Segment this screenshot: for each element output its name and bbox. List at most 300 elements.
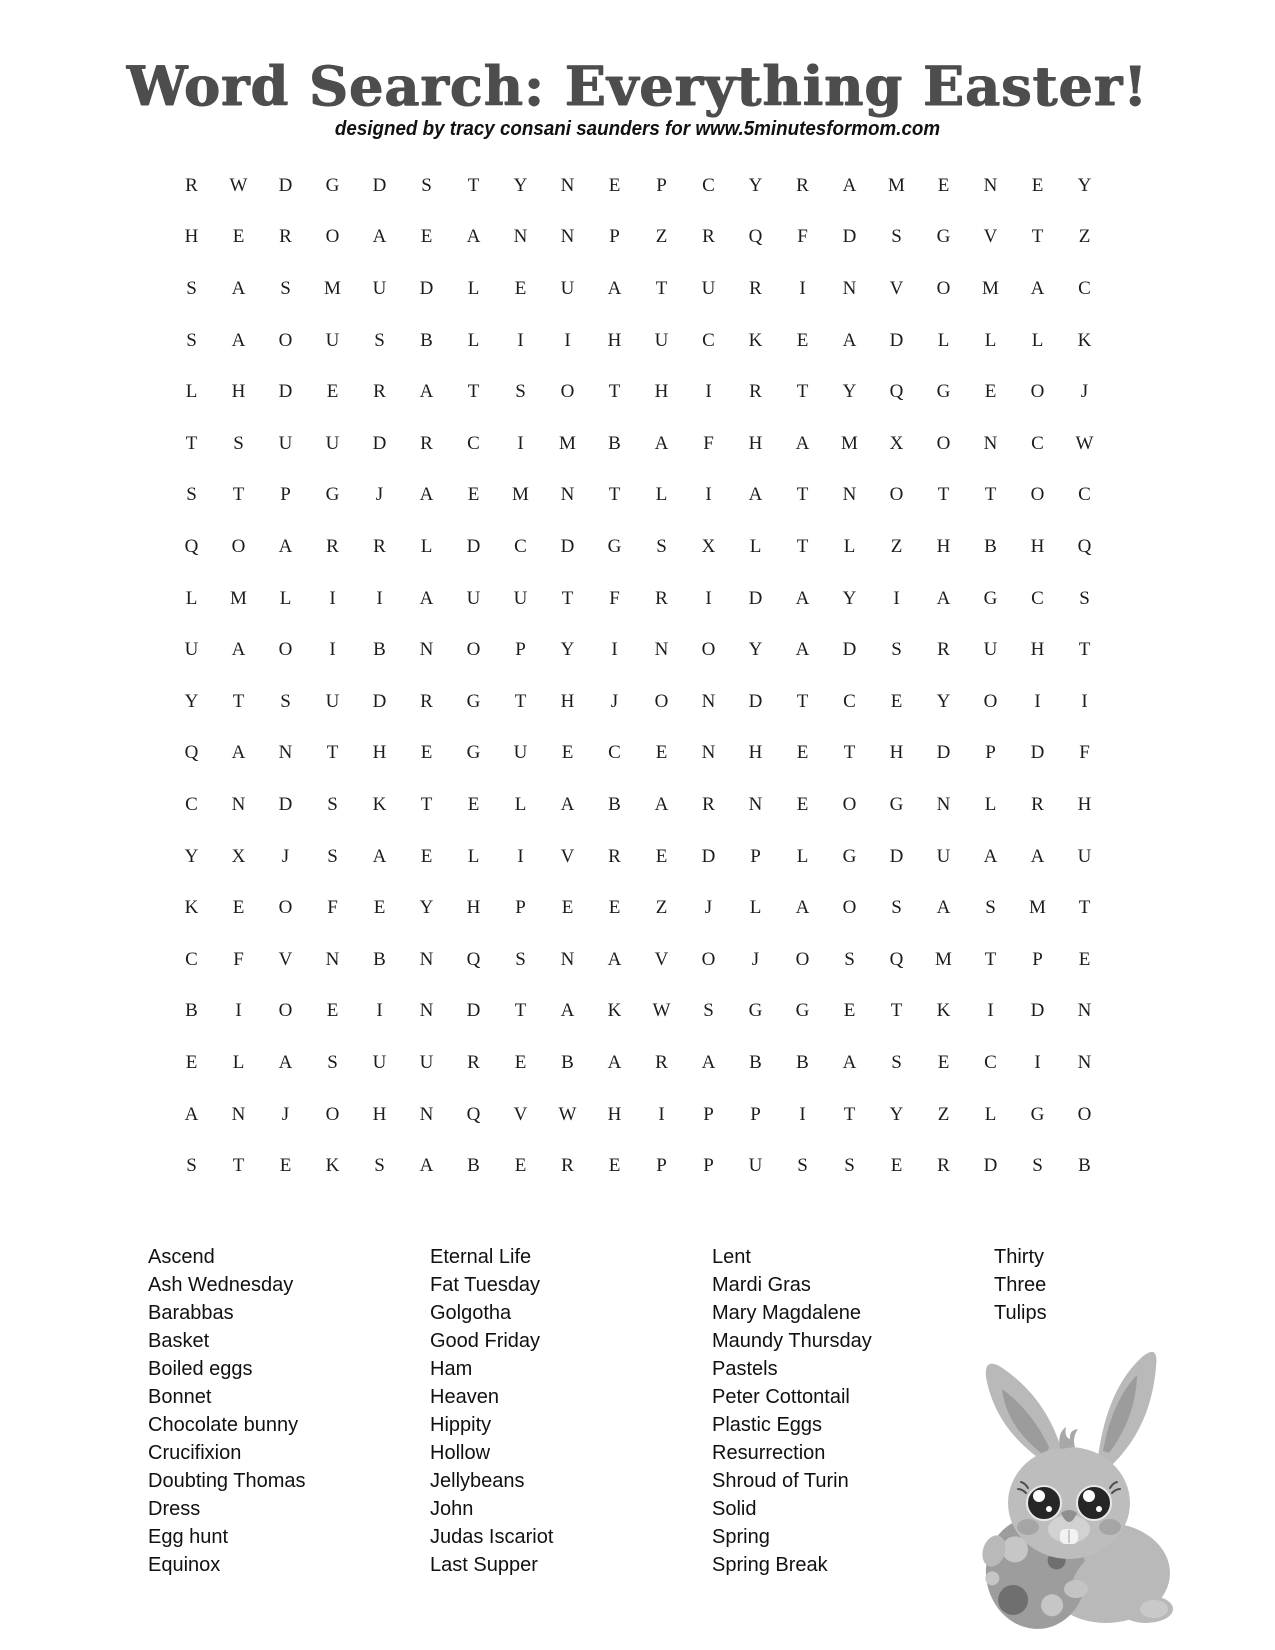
grid-letter: W bbox=[652, 1000, 671, 1022]
grid-letter: J bbox=[704, 897, 713, 919]
grid-letter: E bbox=[373, 897, 386, 919]
grid-letter: E bbox=[655, 742, 668, 764]
word-list-item: Three bbox=[994, 1274, 1047, 1296]
grid-letter: B bbox=[608, 432, 621, 454]
grid-letter: L bbox=[467, 845, 480, 867]
word-search-grid bbox=[168, 160, 1108, 1192]
grid-letter: J bbox=[281, 845, 290, 867]
grid-letter: G bbox=[795, 1000, 810, 1022]
grid-letter: R bbox=[937, 639, 950, 661]
grid-letter: E bbox=[514, 277, 527, 299]
grid-letter: F bbox=[233, 948, 244, 970]
grid-letter: A bbox=[654, 432, 669, 454]
grid-letter: Z bbox=[1078, 226, 1091, 248]
grid-letter: C bbox=[185, 948, 198, 970]
grid-letter: Q bbox=[889, 381, 904, 403]
word-list-item: Plastic Eggs bbox=[712, 1414, 823, 1436]
grid-letter: C bbox=[1031, 432, 1044, 454]
grid-letter: H bbox=[560, 690, 575, 712]
grid-letter: M bbox=[230, 587, 247, 609]
grid-letter: G bbox=[466, 690, 481, 712]
grid-letter: V bbox=[278, 948, 293, 970]
grid-letter: T bbox=[608, 484, 621, 506]
grid-letter: U bbox=[278, 432, 293, 454]
grid-letter: T bbox=[796, 484, 809, 506]
grid-letter: H bbox=[1030, 535, 1045, 557]
grid-letter: B bbox=[561, 1051, 574, 1073]
grid-letter: L bbox=[232, 1051, 245, 1073]
grid-letter: R bbox=[1031, 793, 1044, 815]
grid-letter: S bbox=[844, 1155, 855, 1177]
grid-letter: A bbox=[419, 484, 434, 506]
grid-letter: M bbox=[982, 277, 999, 299]
grid-letter: R bbox=[749, 381, 762, 403]
grid-letter: W bbox=[1075, 432, 1094, 454]
word-list-item: Eternal Life bbox=[430, 1246, 532, 1268]
word-list-item: Doubting Thomas bbox=[148, 1470, 306, 1492]
grid-letter: S bbox=[186, 329, 197, 351]
grid-letter: R bbox=[420, 690, 433, 712]
grid-letter: N bbox=[560, 484, 575, 506]
grid-letter: R bbox=[420, 432, 433, 454]
grid-letter: J bbox=[610, 690, 619, 712]
grid-letter: A bbox=[1030, 277, 1045, 299]
word-list-item: Crucifixion bbox=[148, 1442, 242, 1464]
grid-letter: U bbox=[654, 329, 669, 351]
grid-letter: B bbox=[467, 1155, 480, 1177]
grid-letter: A bbox=[795, 432, 810, 454]
grid-letter: L bbox=[185, 587, 198, 609]
grid-letter: I bbox=[1034, 1051, 1041, 1073]
grid-letter: A bbox=[231, 742, 246, 764]
grid-letter: R bbox=[749, 277, 762, 299]
grid-letter: Q bbox=[1077, 535, 1092, 557]
grid-letter: I bbox=[235, 1000, 242, 1022]
page-title: Word Search: Everything Easter! bbox=[126, 54, 1149, 118]
grid-letter: J bbox=[281, 1103, 290, 1125]
grid-letter: O bbox=[278, 639, 293, 661]
grid-letter: O bbox=[1077, 1103, 1092, 1125]
grid-letter: S bbox=[233, 432, 244, 454]
grid-letter: O bbox=[560, 381, 575, 403]
grid-letter: R bbox=[185, 174, 198, 196]
word-list-item: Barabbas bbox=[148, 1302, 234, 1324]
grid-letter: U bbox=[748, 1155, 763, 1177]
grid-letter: G bbox=[1030, 1103, 1045, 1125]
grid-letter: S bbox=[985, 897, 996, 919]
grid-letter: D bbox=[1030, 742, 1045, 764]
grid-letter: Y bbox=[748, 174, 763, 196]
grid-letter: T bbox=[608, 381, 621, 403]
grid-letter: P bbox=[515, 639, 526, 661]
grid-letter: A bbox=[560, 793, 575, 815]
grid-letter: S bbox=[280, 277, 291, 299]
word-list-item: Jellybeans bbox=[430, 1470, 525, 1492]
grid-letter: R bbox=[796, 174, 809, 196]
word-list-column bbox=[148, 1243, 430, 1579]
word-list-item: Resurrection bbox=[712, 1442, 826, 1464]
grid-letter: N bbox=[748, 793, 763, 815]
grid-letter: H bbox=[372, 742, 387, 764]
grid-letter: X bbox=[231, 845, 246, 867]
grid-letter: T bbox=[514, 1000, 527, 1022]
grid-letter: A bbox=[231, 329, 246, 351]
grid-letter: N bbox=[701, 690, 716, 712]
grid-letter: P bbox=[985, 742, 996, 764]
grid-letter: S bbox=[515, 381, 526, 403]
grid-letter: A bbox=[983, 845, 998, 867]
word-list-item: Good Friday bbox=[430, 1330, 541, 1352]
grid-letter: Y bbox=[184, 845, 199, 867]
grid-letter: I bbox=[705, 381, 712, 403]
grid-letter: O bbox=[842, 897, 857, 919]
grid-letter: O bbox=[795, 948, 810, 970]
grid-letter: O bbox=[231, 535, 246, 557]
worksheet-header bbox=[0, 54, 1275, 141]
grid-letter: O bbox=[701, 948, 716, 970]
grid-letter: U bbox=[325, 432, 340, 454]
grid-letter: Y bbox=[419, 897, 434, 919]
grid-letter: N bbox=[842, 484, 857, 506]
grid-letter: E bbox=[843, 1000, 856, 1022]
grid-letter: S bbox=[703, 1000, 714, 1022]
grid-letter: M bbox=[841, 432, 858, 454]
grid-letter: A bbox=[654, 793, 669, 815]
word-list-item: Lent bbox=[712, 1246, 751, 1268]
grid-letter: U bbox=[513, 587, 528, 609]
grid-letter: C bbox=[514, 535, 527, 557]
grid-letter: H bbox=[372, 1103, 387, 1125]
grid-letter: I bbox=[893, 587, 900, 609]
grid-letter: D bbox=[372, 174, 387, 196]
grid-letter: L bbox=[514, 793, 527, 815]
grid-letter: S bbox=[186, 1155, 197, 1177]
grid-letter: G bbox=[607, 535, 622, 557]
grid-letter: S bbox=[327, 793, 338, 815]
grid-letter: H bbox=[748, 432, 763, 454]
grid-letter: D bbox=[983, 1155, 998, 1177]
grid-letter: G bbox=[889, 793, 904, 815]
grid-letter: O bbox=[983, 690, 998, 712]
grid-letter: S bbox=[327, 1051, 338, 1073]
grid-letter: K bbox=[607, 1000, 622, 1022]
grid-letter: E bbox=[420, 845, 433, 867]
grid-letter: V bbox=[983, 226, 998, 248]
grid-letter: N bbox=[560, 948, 575, 970]
grid-letter: D bbox=[748, 690, 763, 712]
grid-letter: T bbox=[467, 381, 480, 403]
grid-letter: K bbox=[372, 793, 387, 815]
grid-letter: I bbox=[517, 432, 524, 454]
grid-letter: N bbox=[983, 174, 998, 196]
word-list-item: Spring Break bbox=[712, 1554, 828, 1576]
grid-letter: G bbox=[466, 742, 481, 764]
grid-letter: V bbox=[513, 1103, 528, 1125]
grid-letter: Q bbox=[184, 535, 199, 557]
grid-letter: T bbox=[984, 484, 997, 506]
grid-letter: V bbox=[654, 948, 669, 970]
grid-letter: Y bbox=[842, 587, 857, 609]
word-list-item: Mary Magdalene bbox=[712, 1302, 861, 1324]
grid-letter: U bbox=[372, 1051, 387, 1073]
grid-letter: E bbox=[608, 897, 621, 919]
grid-letter: H bbox=[1030, 639, 1045, 661]
grid-letter: Q bbox=[748, 226, 763, 248]
grid-letter: Z bbox=[655, 226, 668, 248]
word-list-item: John bbox=[430, 1498, 474, 1520]
grid-letter: C bbox=[702, 174, 715, 196]
grid-letter: B bbox=[373, 948, 386, 970]
grid-letter: A bbox=[607, 277, 622, 299]
grid-letter: U bbox=[701, 277, 716, 299]
grid-letter: E bbox=[326, 381, 339, 403]
grid-letter: U bbox=[325, 690, 340, 712]
grid-letter: L bbox=[467, 277, 480, 299]
grid-letter: B bbox=[185, 1000, 198, 1022]
grid-letter: H bbox=[607, 1103, 622, 1125]
grid-letter: I bbox=[799, 277, 806, 299]
grid-letter: A bbox=[842, 1051, 857, 1073]
grid-letter: D bbox=[466, 535, 481, 557]
grid-letter: Q bbox=[889, 948, 904, 970]
grid-letter: E bbox=[796, 742, 809, 764]
grid-letter: D bbox=[842, 226, 857, 248]
grid-letter: N bbox=[325, 948, 340, 970]
grid-letter: H bbox=[889, 742, 904, 764]
grid-letter: B bbox=[1078, 1155, 1091, 1177]
grid-letter: N bbox=[419, 639, 434, 661]
word-list-item: Egg hunt bbox=[148, 1526, 229, 1548]
grid-letter: A bbox=[842, 174, 857, 196]
grid-letter: R bbox=[608, 845, 621, 867]
grid-letter: T bbox=[1078, 639, 1091, 661]
grid-letter: U bbox=[325, 329, 340, 351]
grid-letter: I bbox=[1081, 690, 1088, 712]
grid-letter: P bbox=[609, 226, 620, 248]
grid-letter: A bbox=[842, 329, 857, 351]
grid-letter: I bbox=[517, 329, 524, 351]
word-list-item: Hollow bbox=[430, 1442, 491, 1464]
grid-letter: U bbox=[184, 639, 199, 661]
grid-letter: P bbox=[703, 1155, 714, 1177]
grid-letter: D bbox=[419, 277, 434, 299]
grid-letter: R bbox=[561, 1155, 574, 1177]
grid-letter: K bbox=[936, 1000, 951, 1022]
grid-letter: U bbox=[560, 277, 575, 299]
grid-letter: C bbox=[1031, 587, 1044, 609]
grid-letter: O bbox=[278, 1000, 293, 1022]
grid-letter: S bbox=[891, 226, 902, 248]
grid-letter: C bbox=[467, 432, 480, 454]
grid-letter: O bbox=[325, 226, 340, 248]
grid-letter: Z bbox=[890, 535, 903, 557]
grid-letter: Z bbox=[655, 897, 668, 919]
grid-letter: E bbox=[890, 1155, 903, 1177]
grid-letter: M bbox=[888, 174, 905, 196]
grid-letter: E bbox=[890, 690, 903, 712]
grid-letter: C bbox=[1078, 277, 1091, 299]
grid-letter: H bbox=[748, 742, 763, 764]
grid-letter: C bbox=[185, 793, 198, 815]
grid-letter: H bbox=[1077, 793, 1092, 815]
grid-letter: S bbox=[656, 535, 667, 557]
grid-letter: G bbox=[325, 174, 340, 196]
grid-letter: S bbox=[844, 948, 855, 970]
grid-letter: S bbox=[280, 690, 291, 712]
word-list-item: Basket bbox=[148, 1330, 210, 1352]
grid-letter: T bbox=[232, 690, 245, 712]
page-subtitle: designed by tracy consani saunders for www.5minutesformom.com bbox=[334, 118, 941, 140]
word-list-item: Bonnet bbox=[148, 1386, 212, 1408]
grid-letter: U bbox=[372, 277, 387, 299]
grid-letter: E bbox=[232, 897, 245, 919]
grid-letter: D bbox=[1030, 1000, 1045, 1022]
grid-letter: L bbox=[749, 897, 762, 919]
grid-letter: L bbox=[984, 1103, 997, 1125]
grid-letter: D bbox=[936, 742, 951, 764]
grid-letter: C bbox=[843, 690, 856, 712]
grid-letter: F bbox=[609, 587, 620, 609]
word-list-item: Golgotha bbox=[430, 1302, 512, 1324]
grid-letter: E bbox=[608, 1155, 621, 1177]
grid-letter: O bbox=[278, 329, 293, 351]
grid-letter: K bbox=[748, 329, 763, 351]
grid-letter: K bbox=[1077, 329, 1092, 351]
grid-letter: A bbox=[607, 1051, 622, 1073]
grid-letter: A bbox=[278, 1051, 293, 1073]
grid-letter: Q bbox=[184, 742, 199, 764]
word-list-item: Heaven bbox=[430, 1386, 499, 1408]
grid-letter: O bbox=[936, 277, 951, 299]
grid-letter: I bbox=[799, 1103, 806, 1125]
grid-letter: D bbox=[278, 174, 293, 196]
word-list-item: Last Supper bbox=[430, 1554, 538, 1576]
grid-letter: T bbox=[185, 432, 198, 454]
grid-letter: A bbox=[795, 639, 810, 661]
word-list-item: Fat Tuesday bbox=[430, 1274, 541, 1296]
grid-letter: Z bbox=[937, 1103, 950, 1125]
grid-letter: R bbox=[655, 1051, 668, 1073]
grid-letter: R bbox=[373, 535, 386, 557]
grid-letter: L bbox=[655, 484, 668, 506]
grid-letter: L bbox=[1031, 329, 1044, 351]
grid-letter: D bbox=[889, 329, 904, 351]
grid-letter: S bbox=[1032, 1155, 1043, 1177]
grid-letter: Y bbox=[889, 1103, 904, 1125]
grid-letter: P bbox=[750, 845, 761, 867]
grid-letter: E bbox=[1078, 948, 1091, 970]
grid-letter: C bbox=[984, 1051, 997, 1073]
grid-letter: T bbox=[843, 1103, 856, 1125]
grid-letter: I bbox=[329, 639, 336, 661]
grid-letter: I bbox=[611, 639, 618, 661]
grid-letter: S bbox=[1079, 587, 1090, 609]
grid-letter: L bbox=[185, 381, 198, 403]
word-list-item: Ash Wednesday bbox=[148, 1274, 294, 1296]
grid-letter: E bbox=[655, 845, 668, 867]
grid-letter: Q bbox=[466, 1103, 481, 1125]
grid-letter: G bbox=[983, 587, 998, 609]
grid-letter: U bbox=[1077, 845, 1092, 867]
grid-letter: H bbox=[654, 381, 669, 403]
grid-letter: E bbox=[1031, 174, 1044, 196]
grid-letter: S bbox=[327, 845, 338, 867]
grid-letter: N bbox=[842, 277, 857, 299]
grid-letter: C bbox=[702, 329, 715, 351]
grid-letter: A bbox=[701, 1051, 716, 1073]
grid-letter: S bbox=[186, 484, 197, 506]
grid-letter: N bbox=[701, 742, 716, 764]
grid-letter: D bbox=[701, 845, 716, 867]
grid-letter: B bbox=[796, 1051, 809, 1073]
grid-letter: T bbox=[561, 587, 574, 609]
grid-letter: J bbox=[1080, 381, 1089, 403]
grid-letter: M bbox=[324, 277, 341, 299]
grid-letter: D bbox=[889, 845, 904, 867]
word-list-item: Chocolate bunny bbox=[148, 1414, 299, 1436]
grid-letter: P bbox=[656, 1155, 667, 1177]
word-list-item: Ascend bbox=[148, 1246, 215, 1268]
grid-letter: K bbox=[184, 897, 199, 919]
grid-letter: I bbox=[705, 484, 712, 506]
grid-letter: N bbox=[560, 174, 575, 196]
grid-letter: U bbox=[936, 845, 951, 867]
grid-letter: N bbox=[1077, 1051, 1092, 1073]
grid-letter: R bbox=[702, 793, 715, 815]
grid-letter: G bbox=[842, 845, 857, 867]
grid-letter: H bbox=[466, 897, 481, 919]
grid-letter: A bbox=[419, 1155, 434, 1177]
grid-letter: A bbox=[419, 587, 434, 609]
grid-letter: N bbox=[1077, 1000, 1092, 1022]
grid-letter: L bbox=[937, 329, 950, 351]
grid-letter: P bbox=[515, 897, 526, 919]
word-list-item: Pastels bbox=[712, 1358, 778, 1380]
word-list-item: Thirty bbox=[994, 1246, 1044, 1268]
grid-letter: N bbox=[560, 226, 575, 248]
grid-letter: S bbox=[374, 329, 385, 351]
grid-letter: I bbox=[329, 587, 336, 609]
grid-letter: N bbox=[513, 226, 528, 248]
grid-letter: A bbox=[560, 1000, 575, 1022]
word-list-item: Solid bbox=[712, 1498, 757, 1520]
grid-letter: Y bbox=[1077, 174, 1092, 196]
grid-letter: I bbox=[705, 587, 712, 609]
grid-letter: I bbox=[376, 1000, 383, 1022]
grid-letter: T bbox=[937, 484, 950, 506]
grid-letter: Y bbox=[936, 690, 951, 712]
grid-letter: V bbox=[560, 845, 575, 867]
grid-letter: A bbox=[936, 587, 951, 609]
grid-letter: A bbox=[607, 948, 622, 970]
grid-letter: T bbox=[514, 690, 527, 712]
grid-letter: E bbox=[984, 381, 997, 403]
grid-letter: N bbox=[419, 1000, 434, 1022]
grid-letter: E bbox=[937, 174, 950, 196]
grid-letter: G bbox=[936, 381, 951, 403]
word-list-item: Shroud of Turin bbox=[712, 1470, 849, 1492]
grid-letter: O bbox=[936, 432, 951, 454]
grid-letter: A bbox=[184, 1103, 199, 1125]
grid-letter: O bbox=[1030, 484, 1045, 506]
grid-letter: O bbox=[278, 897, 293, 919]
grid-letter: Y bbox=[513, 174, 528, 196]
grid-letter: O bbox=[701, 639, 716, 661]
grid-letter: I bbox=[1034, 690, 1041, 712]
grid-letter: O bbox=[842, 793, 857, 815]
grid-letter: N bbox=[936, 793, 951, 815]
grid-letter: E bbox=[514, 1155, 527, 1177]
